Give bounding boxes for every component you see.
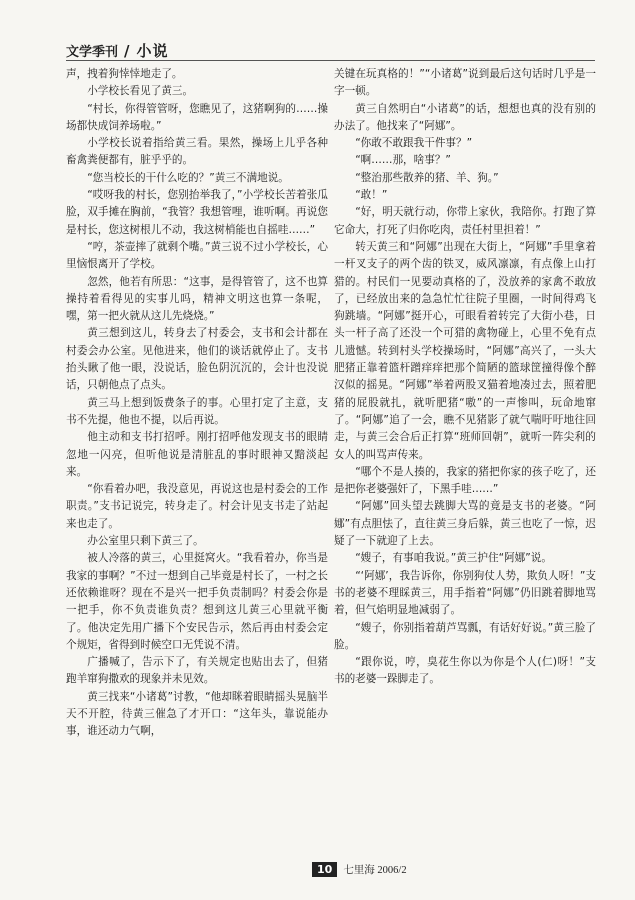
paragraph: “村长，你得管管呀，您瞧见了，这猪啊狗的……操场都快成饲养场啦。” xyxy=(66,102,328,132)
paragraph: 转天黄三和“阿娜”出现在大街上，“阿娜”手里拿着一杆叉支子的两个齿的铁叉，威风凛凛，有点像上山打猎的。村民们一见要动真格的了，没放养的家禽不敢放了，已经放出来的急急忙忙往院子里圈，一时间得鸡飞狗跳墙。“阿娜”挺开心，可眼看着转完了大街小巷，日头一杆子高了还没一个可猎的禽物碰上，心里不免有点儿遗憾。转到村头学校操场时，“阿娜”高兴了，一头大肥猪正靠着篮杆蹭痒痒把那个简陋的篮球筐撞得像个醉汉似的摇晃。“阿娜”举着两股叉猫着地凑过去，照着肥猪的屁股就扎，就听肥猪“嗷”的一声惨叫，玩命地窜了。“阿娜”追了一会，瞧不见猪影了就气喘吁吁地往回走，与黄三会合后正打算“班师回朝”，就听一阵尖利的女人的叫骂声传来。 xyxy=(334,240,596,461)
paragraph: 关键在玩真格的！”“小诸葛”说到最后这句话时几乎是一字一顿。 xyxy=(334,68,596,98)
paragraph: 黄三想到这儿，转身去了村委会，支书和会计都在村委会办公室。见他进来，他们的谈话就停止了。支书抬头瞅了他一眼，没说话，脸色阴沉沉的，会计也没说话，只朝他点了点头。 xyxy=(66,327,328,392)
paragraph: “哎呀我的村长，您别抬举我了，”小学校长苦着张瓜脸，双手摊在胸前，“我管？我想管哩，谁听啊。再说您是村长，您这树根儿不动，我这树梢能也自摇哇……” xyxy=(66,189,328,236)
paragraph: 黄三自然明白“小诸葛”的话，想想也真的没有别的办法了。他找来了“阿娜”。 xyxy=(334,102,596,132)
header-separator: / xyxy=(124,41,131,60)
issue-label: 七里海 2006/2 xyxy=(343,865,407,876)
paragraph: “嫂子，有事咱我说。”黄三护住“阿娜”说。 xyxy=(355,552,552,565)
paragraph: “阿娜”回头望去跳脚大骂的竟是支书的老婆。“阿娜”有点胆怯了，直往黄三身后躲，黄三也吃了一惊，迟疑了一下就迎了上去。 xyxy=(334,500,596,548)
section-title: 小说 xyxy=(136,42,169,60)
paragraph: “整治那些散养的猪、羊、狗。” xyxy=(355,171,499,184)
paragraph: “嫂子，你别指着葫芦骂瓢，有话好好说。”黄三脸了脸。 xyxy=(334,621,596,651)
magazine-name: 文学季刊 xyxy=(66,45,119,60)
paragraph: 黄三找来“小诸葛”讨教，“他却眯着眼睛摇头晃脑半天不开腔，待黄三催急了才开口：“这年头，靠说能办事，谁还动力气啊， xyxy=(66,690,328,738)
paragraph: “您当校长的干什么吃的？”黄三不满地说。 xyxy=(87,171,289,184)
page-number: 10 xyxy=(312,862,337,877)
running-header xyxy=(66,40,169,61)
left-column xyxy=(66,66,328,741)
paragraph: “你看着办吧，我没意见，再说这也是村委会的工作职责。”支书记说完，转身走了。村会计见支书走了站起来也走了。 xyxy=(66,483,328,530)
page-footer xyxy=(312,862,407,877)
paragraph: “哪个不是人揍的，我家的猪把你家的孩子吃了，还是把你老婆强奸了，下黑手哇……” xyxy=(334,465,596,496)
paragraph: 声，拽着狗悻悻地走了。 xyxy=(66,68,183,80)
paragraph: “哼，茶壶摔了就剩个嘴。”黄三说不过小学校长，心里恼恨离开了学校。 xyxy=(66,240,328,271)
paragraph: 黄三马上想到饭费条子的事。心里打定了主意，支书不先提，他也不提，以后再说。 xyxy=(66,396,328,426)
paragraph: 忽然，他若有所思：“这事，是得管管了，这不也算操持着看得见的实事儿吗，精神文明这也算一条呢，嘿，第一把火就从这儿先烧烧。” xyxy=(66,275,328,323)
paragraph: “啊……那，啥事？” xyxy=(355,154,451,167)
paragraph: 办公室里只剩下黄三了。 xyxy=(87,535,204,548)
paragraph: “你敢不敢跟我干件事？” xyxy=(355,137,473,150)
paragraph: “好，明天就行动，你带上家伙，我陪你。打跑了算它命大，打死了归你吃肉，责任村里担着！” xyxy=(334,206,596,236)
paragraph: “‘阿娜’，我告诉你，你别狗仗人势，欺负人呀！”支书的老婆不理睬黄三，用手指着“阿娜”仍旧跳着脚地骂着，但气焰明显地减弱了。 xyxy=(334,569,596,617)
paragraph: 小学校长说着指给黄三看。果然，操场上儿乎各种畜禽粪便都有，脏乎乎的。 xyxy=(66,137,328,167)
paragraph: “跟你说，哼，臭花生你以为你是个人(仁)呀！”支书的老婆一跺脚走了。 xyxy=(334,656,596,686)
paragraph: 被人冷落的黄三，心里挺窝火。“我看着办，你当是我家的事啊？”不过一想到自己毕竟是村长了，一村之长还依赖谁呀？现在不是兴一把手负责制吗？村委会你是一把手，你不负责谁负责？想到这儿黄三心里就平衡了。他决定先用广播下个安民告示，然后再由村委会定个规矩，省得到时候空口无凭说不清。 xyxy=(66,552,328,651)
paragraph: 小学校长看见了黄三。 xyxy=(87,85,194,98)
paragraph: 他主动和支书打招呼。刚打招呼他发现支书的眼睛忽地一闪亮，但听他说是清脏乱的事时眼神又黯淡起来。 xyxy=(66,431,328,478)
header-rule xyxy=(66,60,595,61)
paragraph: “敢！” xyxy=(355,189,388,202)
right-column xyxy=(334,66,596,689)
paragraph: 广播喊了，告示下了，有关规定也贴出去了，但猪跑羊窜狗撒欢的现象并未见效。 xyxy=(66,656,328,686)
